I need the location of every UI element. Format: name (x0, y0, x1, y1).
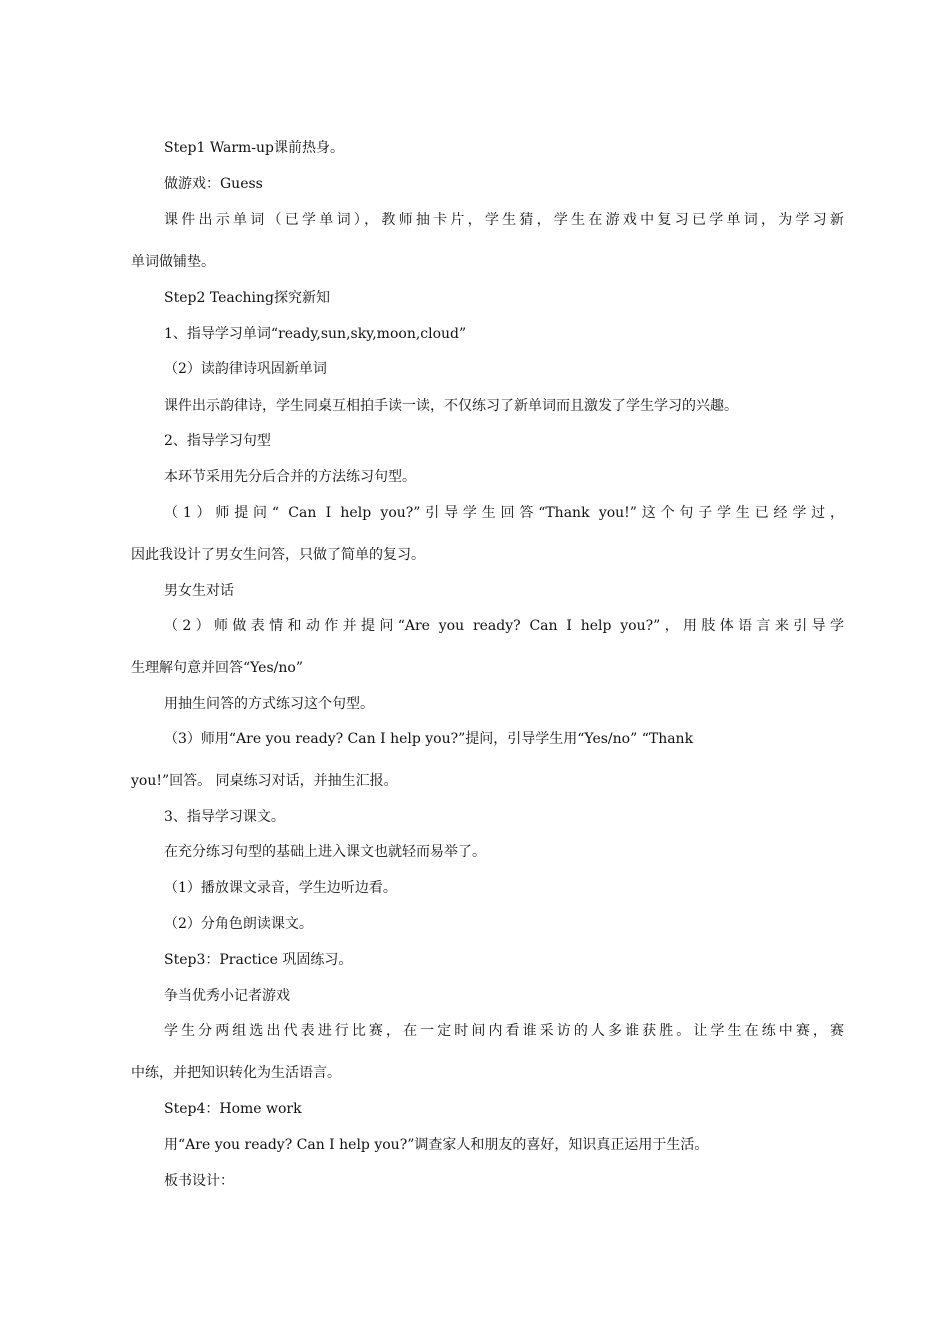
paragraph: 男女生对话 (164, 583, 234, 599)
paragraph: 3、指导学习课文。 (164, 809, 285, 825)
paragraph: 板书设计： (164, 1173, 234, 1189)
paragraph-continuation: 因此我设计了男女生问答，只做了简单的复习。 (131, 547, 425, 563)
paragraph: 用抽生问答的方式练习这个句型。 (164, 696, 374, 712)
paragraph: （2）读韵律诗巩固新单词 (164, 361, 327, 377)
paragraph-continuation: 生理解句意并回答“Yes/no” (131, 660, 303, 676)
paragraph: （3）师用“Are you ready? Can I help you?”提问，引导学生用“Yes/no” “Thank (164, 731, 694, 747)
paragraph: 课件出示单词（已学单词），教师抽卡片，学生猜，学生在游戏中复习已学单词，为学习新 (164, 212, 844, 228)
paragraph: （1）播放课文录音，学生边听边看。 (164, 880, 397, 896)
step1-heading: Step1 Warm-up课前热身。 (164, 140, 345, 156)
step3-heading: Step3：Practice 巩固练习。 (164, 952, 353, 968)
paragraph: （2）师做表情和动作并提问“Are you ready? Can I help you?”，用肢体语言来引导学 (164, 618, 844, 634)
paragraph: 争当优秀小记者游戏 (164, 988, 290, 1004)
paragraph: 1、指导学习单词“ready,sun,sky,moon,cloud” (164, 326, 467, 342)
paragraph: 用“Are you ready? Can I help you?”调查家人和朋友的喜好，知识真正运用于生活。 (164, 1137, 709, 1153)
paragraph: 2、指导学习句型 (164, 433, 271, 449)
paragraph-continuation: 单词做铺垫。 (131, 254, 215, 270)
paragraph: 课件出示韵律诗，学生同桌互相拍手读一读，不仅练习了新单词而且激发了学生学习的兴趣。 (164, 398, 738, 414)
paragraph-continuation: you!”回答。 同桌练习对话，并抽生汇报。 (131, 773, 398, 789)
step2-heading: Step2 Teaching探究新知 (164, 290, 331, 306)
step4-heading: Step4：Home work (164, 1101, 302, 1117)
paragraph: （1）师提问“ Can I help you?”引导学生回答“Thank you!”这个句子学生已经学过， (164, 505, 844, 521)
paragraph: 在充分练习句型的基础上进入课文也就轻而易举了。 (164, 844, 486, 860)
paragraph: 做游戏：Guess (164, 176, 263, 192)
paragraph-continuation: 中练，并把知识转化为生活语言。 (131, 1065, 341, 1081)
paragraph: 学生分两组选出代表进行比赛，在一定时间内看谁采访的人多谁获胜。让学生在练中赛，赛 (164, 1023, 844, 1039)
paragraph: 本环节采用先分后合并的方法练习句型。 (164, 469, 416, 485)
paragraph: （2）分角色朗读课文。 (164, 916, 313, 932)
